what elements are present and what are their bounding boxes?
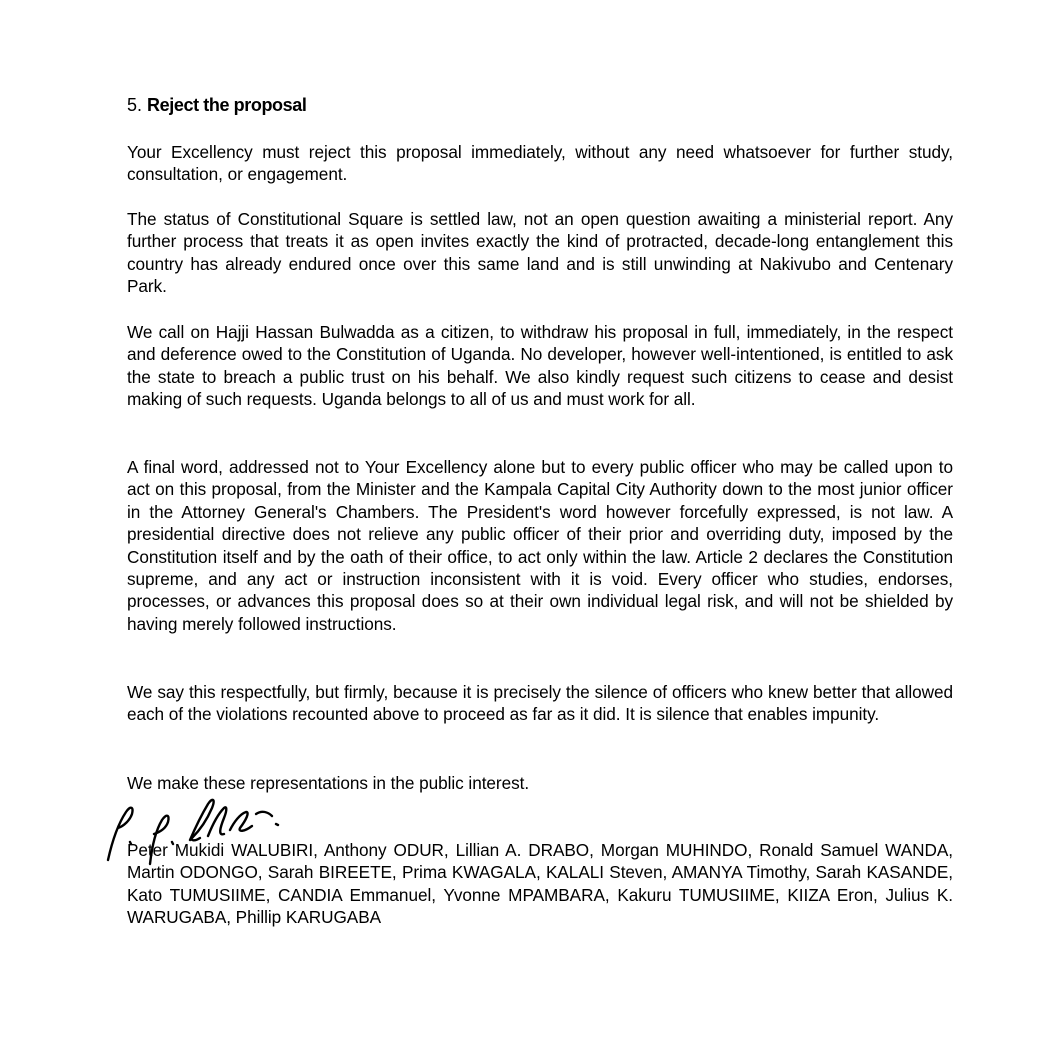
signatories-list: Peter Mukidi WALUBIRI, Anthony ODUR, Lillian A. DRABO, Morgan MUHINDO, Ronald Samuel WANDA, Martin ODONGO, Sarah BIREETE, Prima KWAGALA, KALALI Steven, AMANYA Timothy, Sarah KASANDE, Kato TUMUSIIME, CANDIA Emmanuel, Yvonne MPAMBARA, Kakuru TUMUSIIME, KIIZA Eron, Julius K. WARUGABA, Phillip KARUGABA — [127, 840, 953, 928]
paragraph-respectfully: We say this respectfully, but firmly, because it is precisely the silence of officers who knew better that allowed each of the violations recounted above to proceed as far as it did. It is silence that enables impunity. — [127, 682, 953, 725]
paragraph-public-interest: We make these representations in the public interest. — [127, 773, 530, 793]
section-title: Reject the proposal — [147, 95, 307, 115]
paragraph-final-word: A final word, addressed not to Your Excellency alone but to every public officer who may be called upon to act on this proposal, from the Minister and the Kampala Capital City Authority down to the most junior officer in the Attorney General's Chambers. The President's word however forcefully expressed, is not law. A presidential directive does not relieve any public officer of their prior and overriding duty, imposed by the Constitution itself and by the oath of their office, to act only within the law. Article 2 declares the Constitution supreme, and any act or instruction inconsistent with it is void. Every officer who studies, endorses, processes, or advances this proposal does so at their own individual legal risk, and will not be shielded by having merely followed instructions. — [127, 457, 953, 634]
paragraph-reject: Your Excellency must reject this proposal immediately, without any need whatsoever for further study, consultation, or engagement. — [127, 142, 953, 185]
paragraph-withdraw-call: We call on Hajji Hassan Bulwadda as a citizen, to withdraw his proposal in full, immediately, in the respect and deference owed to the Constitution of Uganda. No developer, however well-intentioned, is entitled to ask the state to breach a public trust on his behalf. We also kindly request such citizens to cease and desist making of such requests. Uganda belongs to all of us and must work for all. — [127, 322, 953, 410]
section-heading — [127, 94, 306, 116]
paragraph-settled-law: The status of Constitutional Square is settled law, not an open question awaiting a ministerial report. Any further process that treats it as open invites exactly the kind of protracted, decade-long entanglement this country has already endured once over this same land and is still unwinding at Nakivubo and Centenary Park. — [127, 209, 953, 297]
handwritten-signature-icon — [100, 790, 320, 870]
section-number: 5. — [127, 95, 143, 115]
